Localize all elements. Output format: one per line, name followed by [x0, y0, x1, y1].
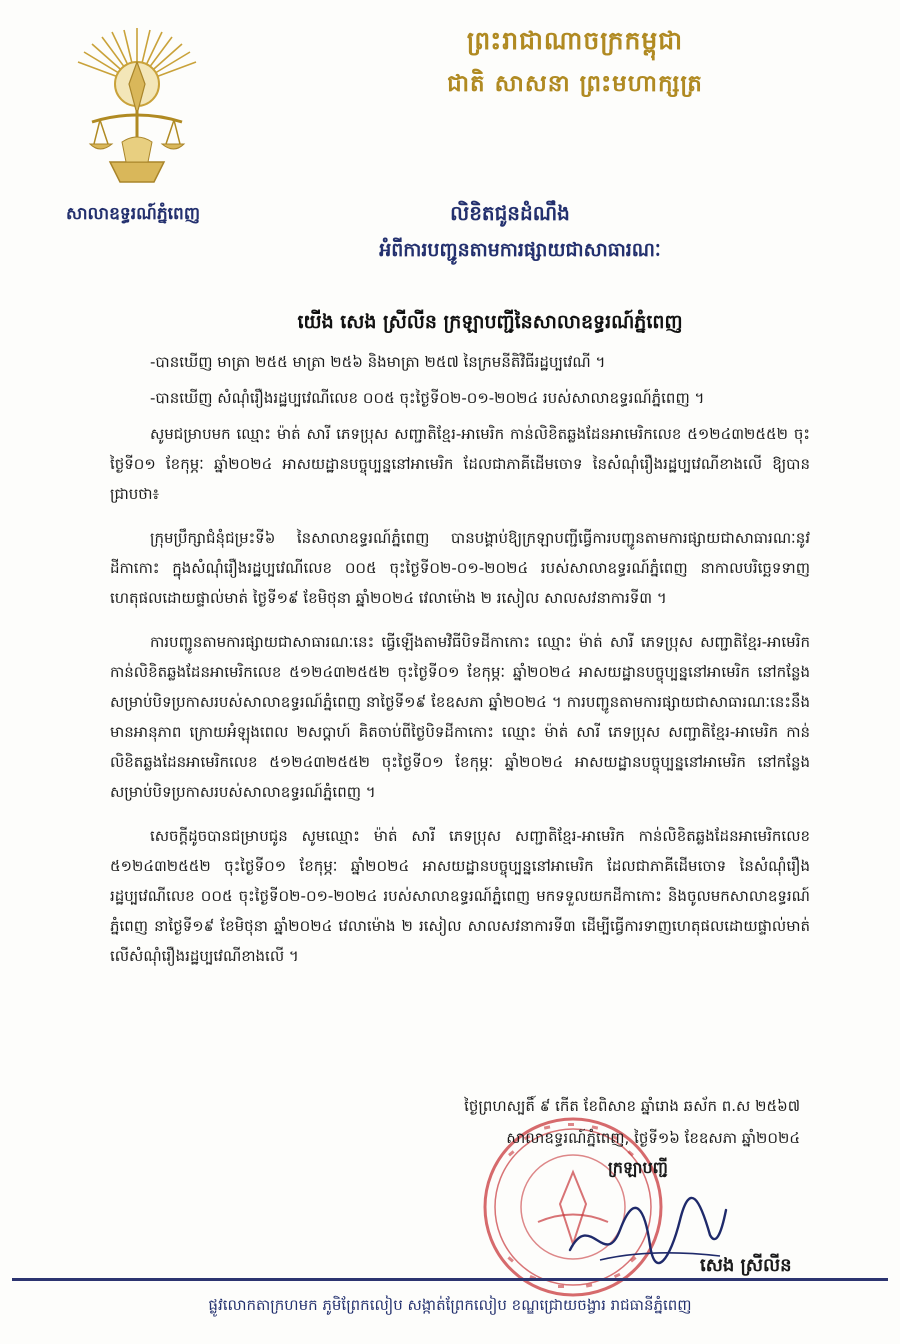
document-title: លិខិតជូនដំណឹង	[450, 201, 570, 225]
body-paragraph: សេចក្តីដូចបានជម្រាបជូន សូមឈ្មោះ ម៉ាត់ សារី ភេទប្រុស សញ្ជាតិខ្មែរ-អាមេរិក កាន់លិខិតឆ្លងដែនអាមេរិកលេខ ៥១២៤៣២៥៥២ ចុះថ្ងៃទី០១ ខែកុម្ភៈ ឆ្នាំ២០២៤ អាសយដ្ឋានបច្ចុប្បន្ននៅអាមេរិក ដែលជាភាគីដើមចោទ នៃសំណុំរឿងរដ្ឋប្បវេណីលេខ ០០៥ ចុះថ្ងៃទី០២-០១-២០២៤ របស់សាលាឧទ្ធរណ៍ភ្នំពេញ មកទទួលយកដីកាកោះ និងចូលមកសាលាឧទ្ធរណ៍ភ្នំពេញ នាថ្ងៃទី១៩ ខែមិថុនា ឆ្នាំ២០២៤ វេលាម៉ោង ២ រសៀល សាលសវនាការទី៣ ដើម្បីធ្វើការទាញហេតុផលដោយផ្ទាល់មាត់ លើសំណុំរឿងរដ្ឋប្បវេណីខាងលើ ។	[110, 827, 810, 965]
national-motto: ជាតិ សាសនា ព្រះមហាក្សត្រ	[447, 71, 703, 97]
body-paragraph: -បានឃើញ មាត្រា ២៥៥ មាត្រា ២៥៦ និងមាត្រា ២៥៧ នៃក្រមនីតិវិធីរដ្ឋប្បវេណី ។	[150, 353, 606, 371]
court-emblem-icon	[62, 22, 212, 192]
letter-body	[110, 347, 810, 985]
signatory-title: ក្រឡាបញ្ជី	[608, 1158, 668, 1177]
document-subtitle: អំពីការបញ្ជូនតាមការផ្សាយជាសាធារណៈ	[379, 239, 661, 261]
lunar-date: ថ្ងៃព្រហស្បតិ៍ ៩ កើត ខែពិសាខ ឆ្នាំរោង ឆស័ក ព.ស ២៥៦៧	[464, 1097, 800, 1115]
place-and-date: សាលាឧទ្ធរណ៍ភ្នំពេញ, ថ្ងៃទី១៦ ខែឧសភា ឆ្នាំ២០២៤	[506, 1129, 800, 1147]
body-paragraph: -បានឃើញ សំណុំរឿងរដ្ឋប្បវេណីលេខ ០០៥ ចុះថ្ងៃទី០២-០១-២០២៤ របស់សាលាឧទ្ធរណ៍ភ្នំពេញ ។	[150, 389, 705, 407]
signatory-name: សេង ស្រីលីន	[700, 1255, 792, 1276]
issuer-line: យើង សេង ស្រីលីន ក្រឡាបញ្ជីនៃសាលាឧទ្ធរណ៍ភ្នំពេញ	[297, 311, 683, 333]
footer-divider	[12, 1278, 888, 1281]
body-paragraph: ការបញ្ជូនតាមការផ្សាយជាសាធារណៈនេះ ធ្វើឡើងតាមវិធីបិទដីកាកោះ ឈ្មោះ ម៉ាត់ សារី ភេទប្រុស សញ្ជាតិខ្មែរ-អាមេរិក កាន់លិខិតឆ្លងដែនអាមេរិកលេខ ៥១២៤៣២៥៥២ ចុះថ្ងៃទី០១ ខែកុម្ភៈ ឆ្នាំ២០២៤ អាសយដ្ឋានបច្ចុប្បន្ននៅអាមេរិក នៅកន្លែងសម្រាប់បិទប្រកាសរបស់សាលាឧទ្ធរណ៍ភ្នំពេញ នាថ្ងៃទី១៩ ខែឧសភា ឆ្នាំ២០២៤ ។ ការបញ្ជូនតាមការផ្សាយជាសាធារណៈនេះនឹងមានអានុភាព ក្រោយអំឡុងពេល ២សប្តាហ៍ គិតចាប់ពីថ្ងៃបិទដីកាកោះ ឈ្មោះ ម៉ាត់ សារី ភេទប្រុស សញ្ជាតិខ្មែរ-អាមេរិក កាន់លិខិតឆ្លងដែនអាមេរិកលេខ ៥១២៤៣២៥៥២ ចុះថ្ងៃទី០១ ខែកុម្ភៈ ឆ្នាំ២០២៤ អាសយដ្ឋានបច្ចុប្បន្ននៅអាមេរិក នៅកន្លែងសម្រាប់បិទប្រកាសរបស់សាលាឧទ្ធរណ៍ភ្នំពេញ ។	[110, 633, 810, 801]
kingdom-heading: ព្រះរាជាណាចក្រកម្ពុជា	[466, 26, 684, 55]
signature-block	[440, 1090, 800, 1154]
footer-address: ផ្លូវលោកតាក្រហមក ភូមិព្រែកលៀប សង្កាត់ព្រែកលៀប ខណ្ឌជ្រោយចង្វារ រាជធានីភ្នំពេញ	[208, 1296, 692, 1314]
court-name: សាលាឧទ្ធរណ៍ភ្នំពេញ	[65, 204, 201, 224]
body-paragraph: សូមជម្រាបមក ឈ្មោះ ម៉ាត់ សារី ភេទប្រុស សញ្ជាតិខ្មែរ-អាមេរិក កាន់លិខិតឆ្លងដែនអាមេរិកលេខ ៥១២៤៣២៥៥២ ចុះថ្ងៃទី០១ ខែកុម្ភៈ ឆ្នាំ២០២៤ អាសយដ្ឋានបច្ចុប្បន្ននៅអាមេរិក ដែលជាភាគីដើមចោទ នៃសំណុំរឿងរដ្ឋប្បវេណីខាងលើ ឱ្យបានជ្រាបថា៖	[110, 425, 810, 503]
body-paragraph: ក្រុមប្រឹក្សាជំនុំជម្រះទី៦ នៃសាលាឧទ្ធរណ៍ភ្នំពេញ បានបង្គាប់ឱ្យក្រឡាបញ្ជីធ្វើការបញ្ជូនតាមការផ្សាយជាសាធារណៈនូវដីកាកោះ ក្នុងសំណុំរឿងរដ្ឋប្បវេណីលេខ ០០៥ ចុះថ្ងៃទី០២-០១-២០២៤ របស់សាលាឧទ្ធរណ៍ភ្នំពេញ នាកាលបរិច្ឆេទទាញហេតុផលដោយផ្ទាល់មាត់ ថ្ងៃទី១៩ ខែមិថុនា ឆ្នាំ២០២៤ វេលាម៉ោង ២ រសៀល សាលសវនាការទី៣ ។	[110, 529, 810, 607]
